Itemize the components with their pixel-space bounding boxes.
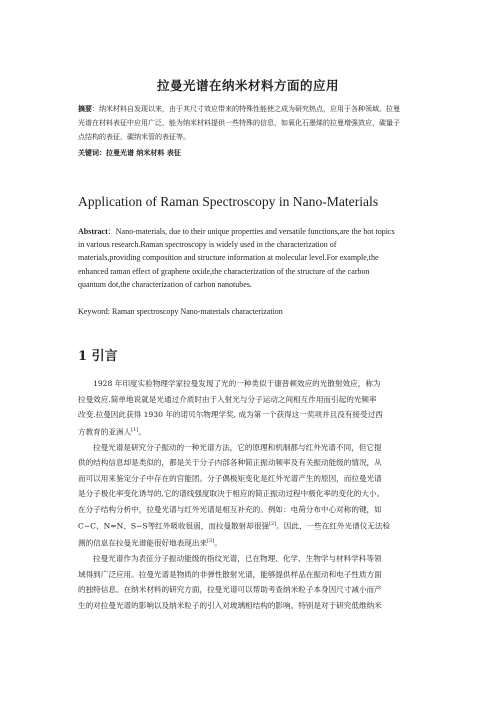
body-line: 域得到广泛应用。拉曼光谱是物质的非弹性散射光谱，能够提供样品在振动和电子性质方面 — [78, 569, 382, 579]
body-line: 测的信息在拉曼光谱能很好地表现出来[3]。 — [78, 538, 222, 548]
english-abstract-line: materials,providing composition and structure information at molecular level.For example,the — [78, 253, 379, 263]
body-line: 改变.拉曼因此获得 1930 年的诺贝尔物理学奖, 成为第一个获得这一奖项并且没有接受过西 — [78, 410, 383, 419]
english-abstract-line: ：Nano-materials, due to their unique properties and versatile functions,are the hot topics — [107, 227, 395, 236]
body-line: 供的结构信息却是类似的，都是关于分子内部各种简正振动频率及有关振动能级的情况，从 — [78, 458, 382, 468]
chinese-abstract — [78, 102, 438, 144]
body-text — [78, 376, 438, 613]
body-line: 1928 年印度实验物理学家拉曼发现了光的一种类似于康普顿效应的光散射效应，称为 — [93, 379, 381, 388]
chinese-abstract-line: 点结构的表征，碳纳米管的表征等。 — [78, 133, 190, 141]
english-abstract — [78, 225, 428, 291]
chinese-abstract-line: ：纳米材料自发现以来，由于其尺寸效应带来的特殊性能使之成为研究热点，应用于各种领域。拉曼 — [92, 105, 400, 113]
english-keywords: Keyword: Raman spectroscopy Nano-materials characterization — [78, 307, 283, 316]
body-line: 的独特信息。在纳米材料的研究方面，拉曼光谱可以帮助考查纳米粒子本身因尺寸减小而产 — [78, 585, 382, 595]
body-line: 拉曼效应.简单地说就是光通过介质时由于入射光与分子运动之间相互作用而引起的光频率 — [78, 394, 377, 404]
body-line: 在分子结构分析中，拉曼光谱与红外光谱是相互补充的。例如：电荷分布中心对称的键，如 — [78, 504, 382, 514]
chinese-keywords: 关键词：拉曼光谱 纳米材料 表征 — [78, 148, 181, 157]
chinese-abstract-line: 光谱在材料表征中应用广泛，能为纳米材料提供一些特殊的信息，如氧化石墨烯的拉曼增强效应，碳量子 — [78, 119, 400, 127]
english-title: Application of Raman Spectroscopy in Nano-Materials — [78, 194, 379, 209]
chinese-abstract-label: 摘要 — [78, 104, 92, 113]
english-abstract-line: enhanced raman effect of graphene oxide,the characterization of the structure of the carbon — [78, 266, 370, 276]
body-line: 而可以用来鉴定分子中存在的官能团。分子偶极矩变化是红外光谱产生的原因，而拉曼光谱 — [78, 473, 382, 483]
chinese-title: 拉曼光谱在纳米材料方面的应用 — [156, 78, 339, 93]
english-abstract-line: quantum dot,the characterization of carbon nanotubes. — [78, 279, 252, 289]
section-heading: 1 引言 — [78, 349, 118, 364]
body-line: 生的对拉曼光谱的影响以及纳米粒子的引入对玻璃相结构的影响。特别是对于研究低维纳米 — [78, 600, 382, 610]
body-line: C−C、N=N、S−S等红外吸收很弱，而拉曼散射却很强[2]。因此，一些在红外光谱仪无法检 — [78, 521, 391, 531]
english-abstract-label: Abstract — [78, 227, 108, 236]
english-abstract-line: in various research.Raman spectroscopy is widely used in the characterization of — [78, 240, 337, 250]
body-line: 拉曼光谱是研究分子振动的一种光谱方法，它的原理和机制都与红外光谱不同，但它提 — [93, 442, 382, 452]
body-line: 拉曼光谱作为表征分子振动能级的指纹光谱，已在物理、化学、生物学与材料学科等领 — [93, 554, 382, 564]
body-line: 是分子极化率变化诱导的,它的谱线强度取决于相应的简正振动过程中极化率的变化的大小。 — [78, 489, 385, 499]
body-line: 方教育的亚洲人[1]。 — [78, 426, 146, 437]
